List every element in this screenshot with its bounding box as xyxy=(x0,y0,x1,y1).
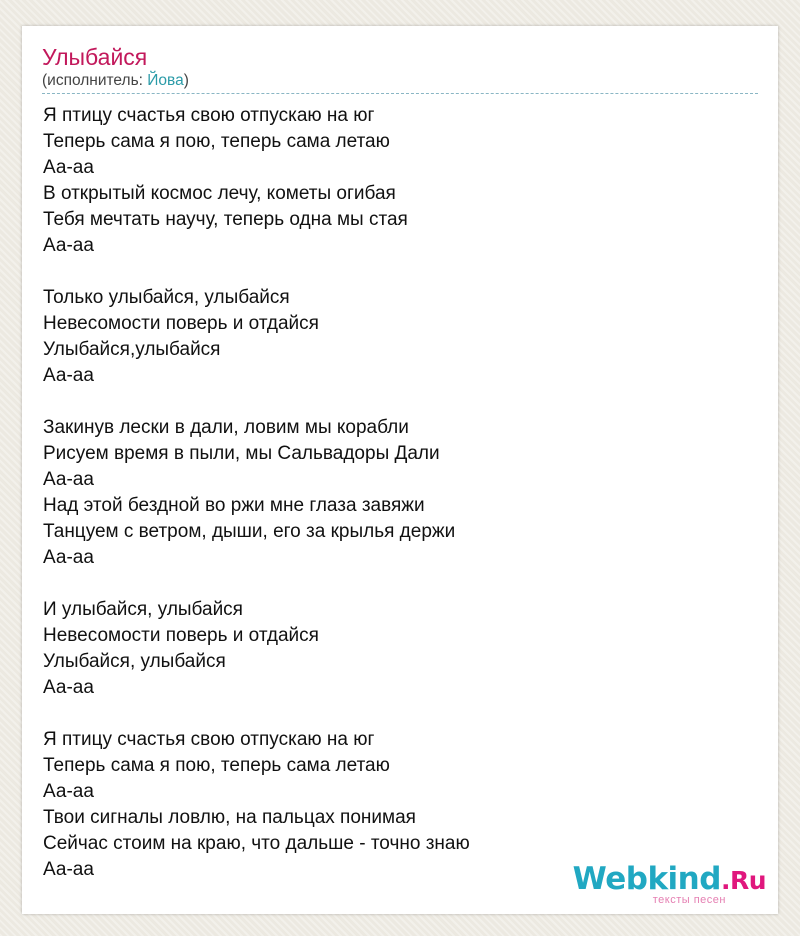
lyric-line: Только улыбайся, улыбайся xyxy=(43,287,290,308)
lyric-line: Я птицу счастья свою отпускаю на юг xyxy=(43,729,375,750)
logo-tld: .Ru xyxy=(720,866,766,895)
lyric-line: Тебя мечтать научу, теперь одна мы стая xyxy=(43,209,408,230)
lyric-line: В открытый космос лечу, кометы огибая xyxy=(43,183,396,204)
stanza-gap xyxy=(43,571,758,597)
lyric-line: Я птицу счастья свою отпускаю на юг xyxy=(43,105,375,126)
lyric-line: Аа-аа xyxy=(43,677,94,698)
lyric-line: Аа-аа xyxy=(43,365,94,386)
stanza-gap xyxy=(43,389,758,415)
lyric-line: Твои сигналы ловлю, на пальцах понимая xyxy=(43,807,416,828)
lyric-line: Аа-аа xyxy=(43,157,94,178)
lyric-line: Аа-аа xyxy=(43,235,94,256)
title-divider xyxy=(42,93,758,94)
lyric-line: Аа-аа xyxy=(43,469,94,490)
logo-name: Webkind xyxy=(572,861,721,897)
lyric-line: Рисуем время в пыли, мы Сальвадоры Дали xyxy=(43,443,440,464)
lyric-line: Невесомости поверь и отдайся xyxy=(43,313,319,334)
artist-link[interactable]: Йова xyxy=(147,72,184,89)
lyrics-card xyxy=(22,26,778,914)
lyric-line: И улыбайся, улыбайся xyxy=(43,599,243,620)
lyric-line: Аа-аа xyxy=(43,547,94,568)
lyric-line: Танцуем с ветром, дыши, его за крылья держи xyxy=(43,521,456,542)
artist-suffix: ) xyxy=(183,72,189,89)
lyric-line: Аа-аа xyxy=(43,859,94,880)
lyric-line: Теперь сама я пою, теперь сама летаю xyxy=(43,755,390,776)
lyric-line: Улыбайся, улыбайся xyxy=(43,651,226,672)
lyrics-text xyxy=(43,103,758,883)
artist-line xyxy=(42,71,189,91)
stanza-gap xyxy=(43,701,758,727)
lyric-line: Закинув лески в дали, ловим мы корабли xyxy=(43,417,409,438)
artist-prefix: (исполнитель: xyxy=(42,72,148,89)
lyric-line: Невесомости поверь и отдайся xyxy=(43,625,319,646)
song-title: Улыбайся xyxy=(42,44,148,70)
lyric-line: Улыбайся,улыбайся xyxy=(43,339,221,360)
logo-tagline: тексты песен xyxy=(652,894,726,906)
lyric-line: Теперь сама я пою, теперь сама летаю xyxy=(43,131,390,152)
lyric-line: Над этой бездной во ржи мне глаза завяжи xyxy=(43,495,425,516)
stanza-gap xyxy=(43,259,758,285)
site-logo[interactable] xyxy=(572,860,772,910)
lyric-line: Аа-аа xyxy=(43,781,94,802)
lyric-line: Сейчас стоим на краю, что дальше - точно знаю xyxy=(43,833,470,854)
